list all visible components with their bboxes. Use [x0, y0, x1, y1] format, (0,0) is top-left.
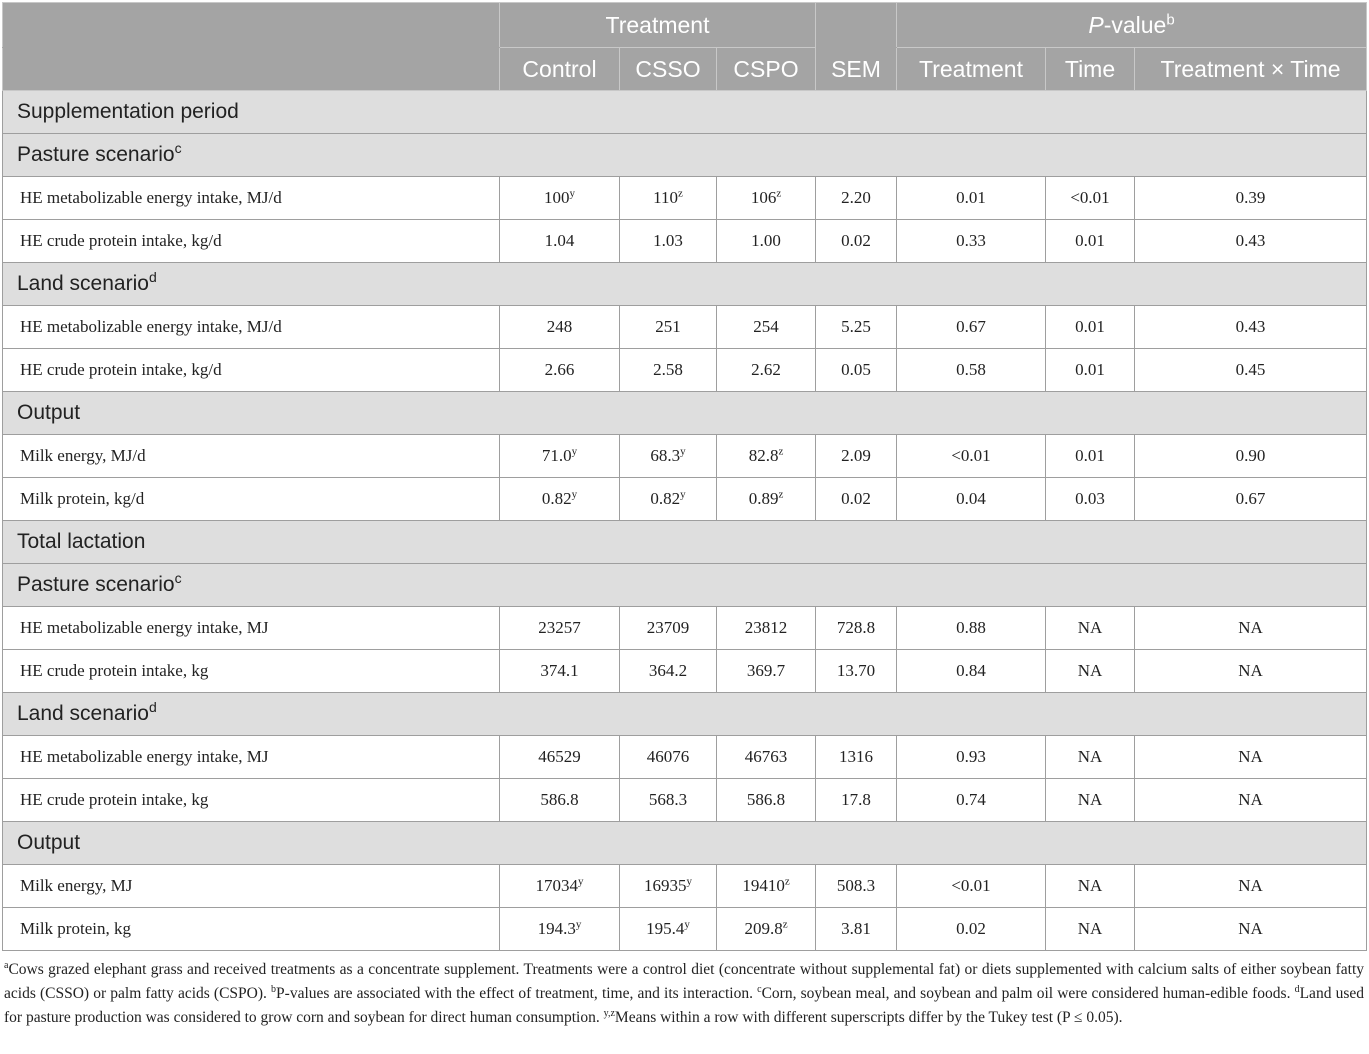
row-label: HE metabolizable energy intake, MJ: [3, 607, 500, 650]
table-cell: [620, 177, 717, 220]
section-title-superscript: c: [174, 140, 182, 156]
cell-value: 46529: [538, 747, 581, 766]
table-cell: [1135, 908, 1367, 951]
cell-superscript: z: [778, 488, 784, 501]
cell-value: 0.04: [956, 489, 986, 508]
section-row: [3, 134, 1367, 177]
cell-value: 0.01: [1075, 446, 1105, 465]
table-cell: [717, 435, 816, 478]
cell-superscript: y: [686, 875, 692, 888]
treatment-group-header: Treatment: [500, 3, 816, 48]
table-cell: [717, 349, 816, 392]
table-row: [3, 435, 1367, 478]
table-cell: [620, 306, 717, 349]
cell-value: 0.82: [541, 489, 572, 508]
section-row: [3, 693, 1367, 736]
footnote-text: P-values are associated with the effect of treatment, time, and its interaction.: [276, 985, 758, 1002]
footnote-marker: b: [271, 983, 277, 995]
cell-value: 728.8: [836, 618, 876, 637]
table-footnotes: [2, 951, 1366, 1030]
row-label: Milk protein, kg/d: [3, 478, 500, 521]
footnote-text: Land used for pasture production was considered to grow corn and soybean for direct human consumption.: [4, 985, 1364, 1026]
table-cell: [897, 607, 1046, 650]
cell-value: 0.43: [1235, 231, 1266, 250]
cell-value: 2.09: [841, 446, 871, 465]
table-cell: [1135, 435, 1367, 478]
table-cell: [897, 478, 1046, 521]
cell-value: 3.81: [841, 919, 871, 938]
table-row: [3, 306, 1367, 349]
cell-value: 0.74: [956, 790, 986, 809]
section-title: [3, 822, 1367, 865]
table-cell: [816, 779, 897, 822]
cell-value: 195.4: [646, 919, 685, 938]
cell-value: 23257: [538, 618, 581, 637]
footnote-marker: a: [4, 959, 9, 971]
table-cell: [620, 650, 717, 693]
cell-value: 0.01: [1075, 231, 1105, 250]
cell-value: 0.03: [1075, 489, 1105, 508]
footnote-text: Means within a row with different superscripts differ by the Tukey test (P ≤ 0.05).: [614, 1009, 1123, 1026]
results-table: [2, 2, 1367, 951]
table-cell: [620, 435, 717, 478]
table-cell: [620, 220, 717, 263]
cell-value: NA: [1077, 661, 1103, 680]
table-cell: [897, 865, 1046, 908]
table-row: [3, 865, 1367, 908]
table-row: [3, 908, 1367, 951]
section-title: [3, 134, 1367, 177]
section-row: [3, 822, 1367, 865]
table-cell: [620, 908, 717, 951]
table-cell: [500, 177, 620, 220]
cell-value: 0.02: [841, 489, 871, 508]
cell-value: 374.1: [540, 661, 579, 680]
table-cell: [1046, 779, 1135, 822]
table-cell: [717, 220, 816, 263]
table-cell: [897, 349, 1046, 392]
table-cell: [1135, 865, 1367, 908]
table-cell: [500, 435, 620, 478]
cell-value: 254: [753, 317, 779, 336]
cell-value: 364.2: [648, 661, 688, 680]
table-cell: [816, 736, 897, 779]
cell-value: 2.58: [653, 360, 683, 379]
table-row: [3, 349, 1367, 392]
cell-superscript: z: [677, 187, 683, 200]
row-label: Milk energy, MJ/d: [3, 435, 500, 478]
cell-value: 2.66: [544, 360, 575, 379]
cell-value: NA: [1077, 919, 1103, 938]
table-cell: [1046, 607, 1135, 650]
section-title-text: Total lactation: [17, 530, 146, 553]
cell-superscript: y: [571, 488, 578, 501]
cell-value: 1.04: [544, 231, 575, 250]
table-cell: [717, 177, 816, 220]
cell-value: 82.8: [748, 446, 779, 465]
table-cell: [897, 306, 1046, 349]
row-label: HE metabolizable energy intake, MJ/d: [3, 306, 500, 349]
cell-superscript: y: [684, 918, 690, 931]
section-row: [3, 564, 1367, 607]
cell-value: <0.01: [951, 446, 991, 465]
sem-group-spacer: [816, 3, 897, 48]
col-header-control: Control: [500, 48, 620, 91]
cell-value: 17034: [535, 876, 578, 895]
section-title: [3, 91, 1367, 134]
table-cell: [816, 177, 897, 220]
col-header-pvalue-treatment: Treatment: [897, 48, 1046, 91]
cell-value: 0.39: [1235, 188, 1266, 207]
table-cell: [816, 650, 897, 693]
row-label: HE metabolizable energy intake, MJ: [3, 736, 500, 779]
table-cell: [1046, 220, 1135, 263]
cell-value: NA: [1077, 790, 1103, 809]
table-cell: [1135, 349, 1367, 392]
table-cell: [500, 306, 620, 349]
cell-value: 0.84: [956, 661, 986, 680]
table-cell: [620, 736, 717, 779]
cell-value: NA: [1238, 747, 1263, 766]
table-row: [3, 779, 1367, 822]
table-row: [3, 220, 1367, 263]
table-cell: [1046, 736, 1135, 779]
table-cell: [620, 478, 717, 521]
table-cell: [717, 865, 816, 908]
cell-value: 17.8: [841, 790, 871, 809]
cell-value: 100: [544, 188, 570, 207]
footnote-text: Corn, soybean meal, and soybean and palm oil were considered human-edible foods.: [761, 985, 1295, 1002]
cell-value: 71.0: [541, 446, 572, 465]
cell-superscript: y: [680, 488, 686, 501]
table-cell: [1135, 607, 1367, 650]
table-cell: [816, 908, 897, 951]
cell-value: 508.3: [836, 876, 876, 895]
cell-value: 0.02: [841, 231, 871, 250]
cell-value: 1316: [839, 747, 874, 766]
cell-value: 0.89: [748, 489, 779, 508]
cell-value: 0.82: [650, 489, 681, 508]
cell-value: 13.70: [836, 661, 876, 680]
section-title-superscript: d: [148, 699, 157, 715]
table-header: [3, 3, 1367, 91]
section-title: [3, 392, 1367, 435]
cell-value: NA: [1238, 790, 1263, 809]
section-title-text: Output: [17, 401, 81, 424]
row-label: HE metabolizable energy intake, MJ/d: [3, 177, 500, 220]
cell-value: 46763: [744, 747, 788, 766]
table-cell: [500, 779, 620, 822]
cell-value: 1.00: [751, 231, 781, 250]
table-cell: [1046, 435, 1135, 478]
section-row: [3, 91, 1367, 134]
cell-value: 586.8: [746, 790, 786, 809]
cell-superscript: y: [578, 875, 584, 888]
table-cell: [1046, 306, 1135, 349]
pvalue-superscript: b: [1166, 10, 1175, 28]
cell-value: 1.03: [653, 231, 683, 250]
cell-value: 194.3: [537, 919, 576, 938]
section-row: [3, 392, 1367, 435]
section-title-superscript: d: [148, 269, 157, 285]
col-header-pvalue-interaction: Treatment × Time: [1135, 48, 1367, 91]
table-cell: [717, 779, 816, 822]
section-title: [3, 693, 1367, 736]
cell-superscript: z: [776, 187, 782, 200]
cell-value: 0.01: [956, 188, 986, 207]
table-row: [3, 607, 1367, 650]
header-corner-cell: [3, 3, 500, 48]
table-cell: [500, 650, 620, 693]
table-cell: [500, 349, 620, 392]
table-cell: [1046, 865, 1135, 908]
table-cell: [500, 908, 620, 951]
cell-superscript: z: [778, 445, 784, 458]
table-cell: [816, 220, 897, 263]
cell-value: 0.93: [956, 747, 986, 766]
table-cell: [816, 435, 897, 478]
cell-value: 23709: [646, 618, 690, 637]
cell-value: 251: [655, 317, 681, 336]
cell-value: 209.8: [744, 919, 783, 938]
cell-value: 0.90: [1235, 446, 1266, 465]
cell-value: 68.3: [650, 446, 681, 465]
table-cell: [1046, 908, 1135, 951]
cell-value: 0.43: [1235, 317, 1266, 336]
table-cell: [1135, 306, 1367, 349]
table-cell: [816, 607, 897, 650]
table-cell: [717, 736, 816, 779]
row-label: HE crude protein intake, kg: [3, 779, 500, 822]
cell-value: 0.33: [956, 231, 986, 250]
table-cell: [1046, 478, 1135, 521]
table-cell: [620, 607, 717, 650]
table-cell: [1135, 177, 1367, 220]
table-row: [3, 736, 1367, 779]
cell-superscript: z: [782, 918, 788, 931]
cell-value: 0.67: [956, 317, 986, 336]
row-label: HE crude protein intake, kg: [3, 650, 500, 693]
section-title-text: Pasture scenario: [17, 143, 175, 166]
cell-value: 2.62: [751, 360, 781, 379]
table-cell: [816, 349, 897, 392]
table-cell: [620, 779, 717, 822]
cell-value: NA: [1238, 661, 1263, 680]
table-cell: [500, 478, 620, 521]
table-cell: [1046, 349, 1135, 392]
col-header-sem: SEM: [816, 48, 897, 91]
cell-value: 369.7: [746, 661, 786, 680]
table-row: [3, 177, 1367, 220]
table-cell: [717, 306, 816, 349]
cell-value: 586.8: [540, 790, 579, 809]
footnote-marker: d: [1294, 983, 1300, 995]
table-cell: [1135, 779, 1367, 822]
table-cell: [500, 736, 620, 779]
table-cell: [500, 607, 620, 650]
cell-value: 0.05: [841, 360, 871, 379]
table-cell: [717, 607, 816, 650]
cell-value: 568.3: [648, 790, 688, 809]
table-cell: [620, 349, 717, 392]
table-cell: [897, 736, 1046, 779]
table-cell: [500, 220, 620, 263]
section-title-text: Land scenario: [17, 702, 149, 725]
table-cell: [1135, 650, 1367, 693]
cell-value: 5.25: [841, 317, 871, 336]
cell-superscript: y: [680, 445, 686, 458]
cell-value: NA: [1077, 618, 1103, 637]
cell-superscript: z: [784, 875, 790, 888]
section-title-text: Land scenario: [17, 272, 149, 295]
cell-value: 0.01: [1075, 360, 1105, 379]
table-cell: [897, 220, 1046, 263]
cell-value: 19410: [742, 876, 785, 895]
cell-value: 106: [750, 188, 777, 207]
cell-superscript: y: [569, 187, 575, 200]
section-title-text: Pasture scenario: [17, 573, 175, 596]
col-header-csso: CSSO: [620, 48, 717, 91]
table-cell: [500, 865, 620, 908]
section-title: [3, 521, 1367, 564]
section-title: [3, 263, 1367, 306]
cell-value: 0.58: [956, 360, 986, 379]
cell-superscript: y: [571, 445, 578, 458]
row-label: Milk protein, kg: [3, 908, 500, 951]
pvalue-p-letter: P: [1088, 11, 1104, 38]
table-cell: [1135, 736, 1367, 779]
footnote-marker: y,z: [603, 1007, 615, 1019]
cell-value: 0.02: [956, 919, 986, 938]
table-cell: [620, 865, 717, 908]
row-label: Milk energy, MJ: [3, 865, 500, 908]
col-header-cspo: CSPO: [717, 48, 816, 91]
cell-value: 0.88: [956, 618, 986, 637]
header-row-label-spacer: [3, 48, 500, 91]
section-title-text: Output: [17, 831, 81, 854]
cell-value: 0.01: [1075, 317, 1105, 336]
table-cell: [897, 177, 1046, 220]
cell-value: 110: [653, 188, 678, 207]
table-row: [3, 650, 1367, 693]
table-body: [3, 91, 1367, 951]
cell-value: 16935: [644, 876, 687, 895]
cell-value: 2.20: [841, 188, 871, 207]
section-title-text: Supplementation period: [17, 100, 239, 123]
cell-value: NA: [1077, 876, 1103, 895]
cell-value: 0.67: [1235, 489, 1266, 508]
pvalue-suffix: -value: [1103, 11, 1167, 38]
table-cell: [1135, 478, 1367, 521]
section-title-superscript: c: [174, 570, 182, 586]
cell-value: NA: [1238, 618, 1263, 637]
table-cell: [1046, 650, 1135, 693]
cell-value: <0.01: [1070, 188, 1110, 207]
cell-value: 248: [546, 317, 573, 336]
cell-value: 0.45: [1235, 360, 1266, 379]
footnote-marker: c: [757, 983, 762, 995]
table-row: [3, 478, 1367, 521]
footnote-text: Cows grazed elephant grass and received treatments as a concentrate supplement. Treatments were a control diet (concentrate without supplemental fat) or diets supplemented with calcium salts of either soybean fatty acids (CSSO) or palm fatty acids (CSPO).: [4, 961, 1364, 1002]
table-cell: [1046, 177, 1135, 220]
table-cell: [897, 908, 1046, 951]
cell-value: 46076: [646, 747, 690, 766]
table-cell: [717, 478, 816, 521]
section-row: [3, 263, 1367, 306]
table-cell: [1135, 220, 1367, 263]
section-title: [3, 564, 1367, 607]
table-cell: [897, 779, 1046, 822]
cell-value: 23812: [744, 618, 788, 637]
cell-value: <0.01: [951, 876, 991, 895]
pvalue-group-header: [897, 3, 1367, 48]
cell-value: NA: [1077, 747, 1103, 766]
table-cell: [897, 650, 1046, 693]
table-cell: [816, 478, 897, 521]
section-row: [3, 521, 1367, 564]
table-cell: [816, 865, 897, 908]
row-label: HE crude protein intake, kg/d: [3, 220, 500, 263]
results-table-container: [2, 2, 1366, 1030]
table-cell: [717, 650, 816, 693]
cell-value: NA: [1238, 919, 1263, 938]
row-label: HE crude protein intake, kg/d: [3, 349, 500, 392]
cell-value: NA: [1238, 876, 1263, 895]
table-cell: [897, 435, 1046, 478]
cell-superscript: y: [575, 918, 582, 931]
table-cell: [717, 908, 816, 951]
table-cell: [816, 306, 897, 349]
col-header-pvalue-time: Time: [1046, 48, 1135, 91]
